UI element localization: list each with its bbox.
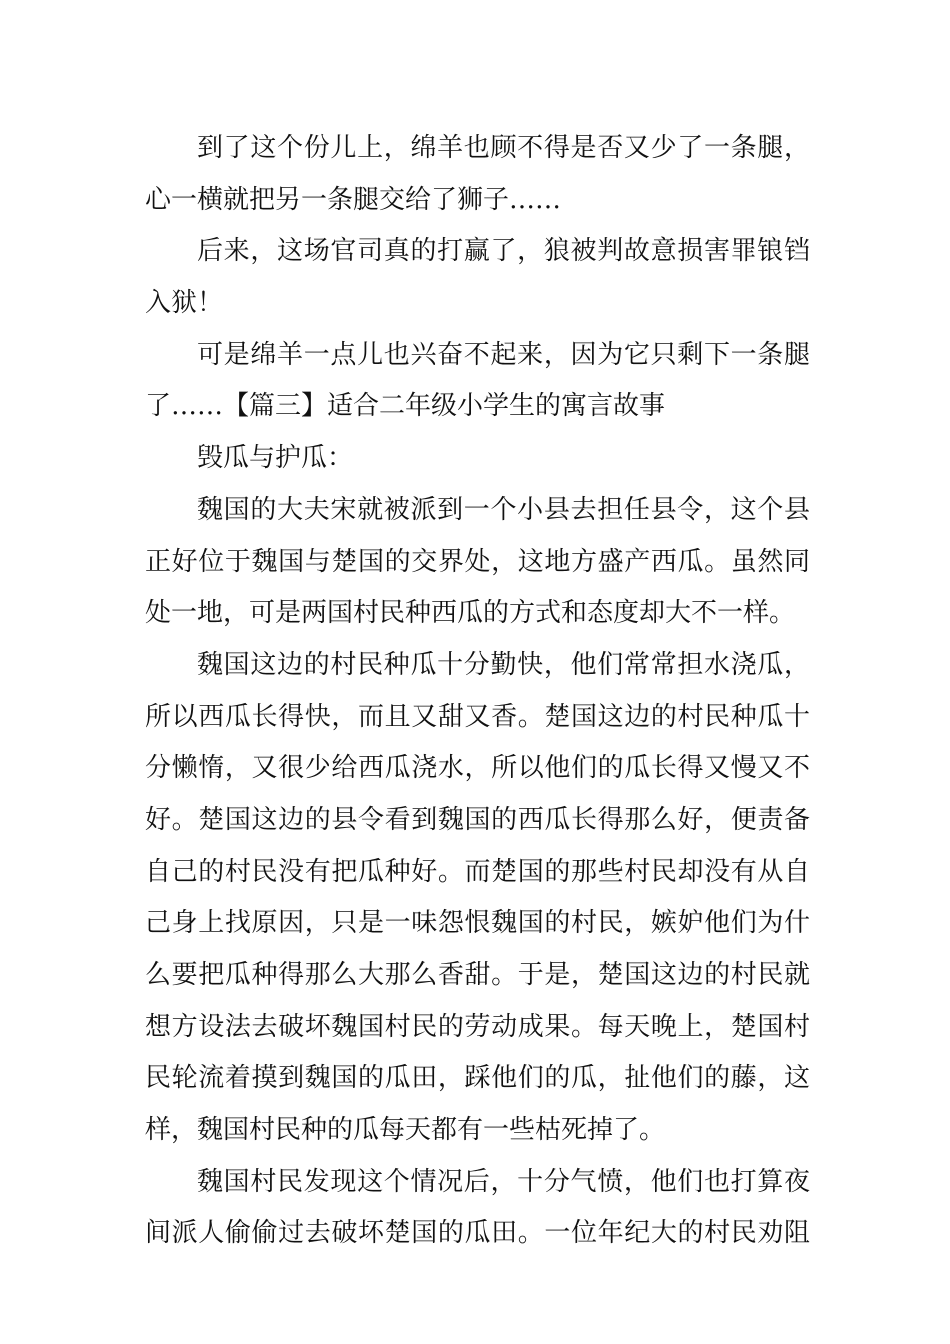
text-line: 正好位于魏国与楚国的交界处，这地方盛产西瓜。虽然同 <box>145 546 810 577</box>
text-line: 入狱！ <box>145 288 224 319</box>
text-line: 魏国这边的村民种瓜十分勤快，他们常常担水浇瓜， <box>197 649 810 680</box>
text-line: 心一横就把另一条腿交给了狮子…… <box>145 184 562 215</box>
text-line: 后来，这场官司真的打赢了，狼被判故意损害罪锒铛 <box>197 236 810 267</box>
text-line: 民轮流着摸到魏国的瓜田，踩他们的瓜，扯他们的藤，这 <box>145 1063 810 1094</box>
text-line: 么要把瓜种得那么大那么香甜。于是，楚国这边的村民就 <box>145 960 810 990</box>
text-line: 好。楚国这边的县令看到魏国的西瓜长得那么好，便责备 <box>145 804 810 835</box>
text-line: 分懒惰，又很少给西瓜浇水，所以他们的瓜长得又慢又不 <box>145 753 810 784</box>
text-line: 间派人偷偷过去破坏楚国的瓜田。一位年纪大的村民劝阻 <box>145 1218 810 1249</box>
text-line: 到了这个份儿上，绵羊也顾不得是否又少了一条腿， <box>197 133 810 163</box>
text-line: 自己的村民没有把瓜种好。而楚国的那些村民却没有从自 <box>145 856 810 887</box>
text-line: 想方设法去破坏魏国村民的劳动成果。每天晚上，楚国村 <box>145 1011 810 1042</box>
text-line: 可是绵羊一点儿也兴奋不起来，因为它只剩下一条腿 <box>197 339 810 370</box>
text-line: 己身上找原因，只是一味怨恨魏国的村民，嫉妒他们为什 <box>145 908 810 939</box>
text-line: 魏国的大夫宋就被派到一个小县去担任县令，这个县 <box>197 494 810 525</box>
text-line: 处一地，可是两国村民种西瓜的方式和态度却大不一样。 <box>145 598 796 629</box>
text-line: 所以西瓜长得快，而且又甜又香。楚国这边的村民种瓜十 <box>145 701 810 732</box>
text-line: 样，魏国村民种的瓜每天都有一些枯死掉了。 <box>145 1115 666 1146</box>
section-subtitle: 毁瓜与护瓜： <box>197 443 354 474</box>
document-body <box>145 123 810 1260</box>
text-line: 了……【篇三】适合二年级小学生的寓言故事 <box>145 391 666 422</box>
text-line: 魏国村民发现这个情况后，十分气愤，他们也打算夜 <box>197 1166 810 1197</box>
